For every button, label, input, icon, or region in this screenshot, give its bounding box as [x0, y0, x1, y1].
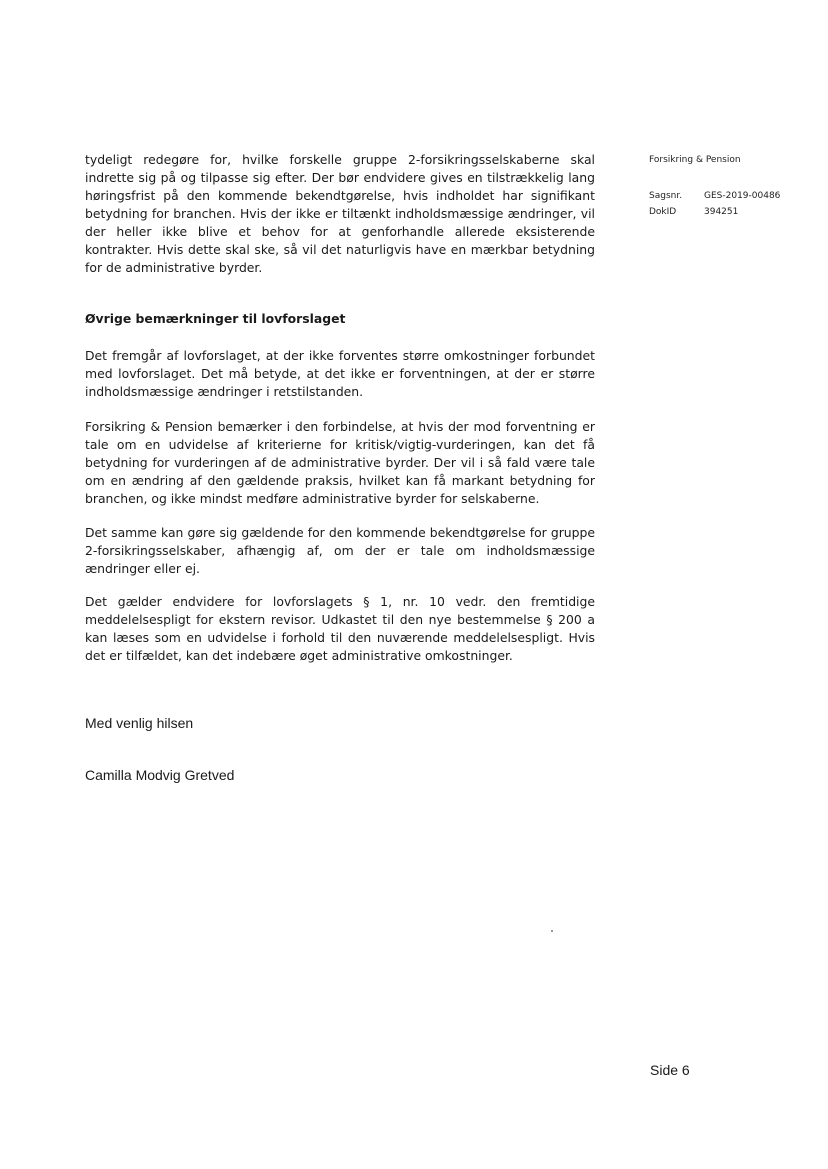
paragraph-auditor-duty: Det gælder endvidere for lovforslagets § 1, nr. 10 vedr. den fremtidige meddelelsespligt for ekstern revisor. Udkastet til den nye bestemmelse § 200 a kan læses som en udvidelse i forhold til den nuværende meddelelsespligt. Hvis det er tilfældet, kan det indebære øget administrative omkostninger. [85, 594, 595, 663]
paragraph-costs: Det fremgår af lovforslaget, at der ikke forventes større omkostninger forbundet med lovforslaget. Det må betyde, at det ikke er forventningen, at der er større indholdsmæssige ændringer i retstilstanden. [85, 348, 595, 399]
doc-id-label: DokID [649, 207, 677, 217]
closing-greeting: Med venlig hilsen [85, 715, 194, 731]
paragraph-executive-order: Det samme kan gøre sig gældende for den kommende bekendtgørelse for gruppe 2-forsikringsselskaber, afhængig af, om der er tale om indholdsmæssige ændringer eller ej. [85, 525, 595, 576]
signature-name: Camilla Modvig Gretved [85, 767, 235, 783]
body-intro-block [85, 151, 595, 277]
organization-name: Forsikring & Pension [649, 155, 741, 165]
scan-speck [551, 930, 553, 932]
case-number-value: GES-2019-00486 [704, 191, 781, 201]
document-metadata-sidebar [649, 152, 799, 220]
case-number-label: Sagsnr. [649, 191, 683, 201]
doc-id-value: 394251 [704, 207, 739, 217]
intro-paragraph: tydeligt redegøre for, hvilke forskelle gruppe 2-forsikringsselskaberne skal indrette sig på og tilpasse sig efter. Der bør endvidere gives en tilstrækkelig lang høringsfrist på den kommende bekendtgørelse, hvis indholdet har signifikant betydning for branchen. Hvis der ikke er tiltænkt indholdsmæssige ændringer, vil der heller ikke blive et behov for at genforhandle allerede eksisterende kontrakter. Hvis dette skal ske, så vil det naturligvis have en mærkbar betydning for de administrative byrder. [85, 152, 595, 275]
section-heading: Øvrige bemærkninger til lovforslaget [85, 311, 346, 326]
doc-id-row [649, 204, 799, 220]
case-number-row [649, 188, 799, 204]
paragraph-administrative-burdens: Forsikring & Pension bemærker i den forbindelse, at hvis der mod forventning er tale om en udvidelse af kriterierne for kritisk/vigtig-vurderingen, kan det få betydning for vurderingen af de administrative byrder. Der vil i så fald være tale om en ændring af den gældende praksis, hvilket kan få markant betydning for branchen, og ikke mindst medføre administrative byrder for selskaberne. [85, 419, 595, 506]
page-number: Side 6 [650, 1062, 690, 1078]
